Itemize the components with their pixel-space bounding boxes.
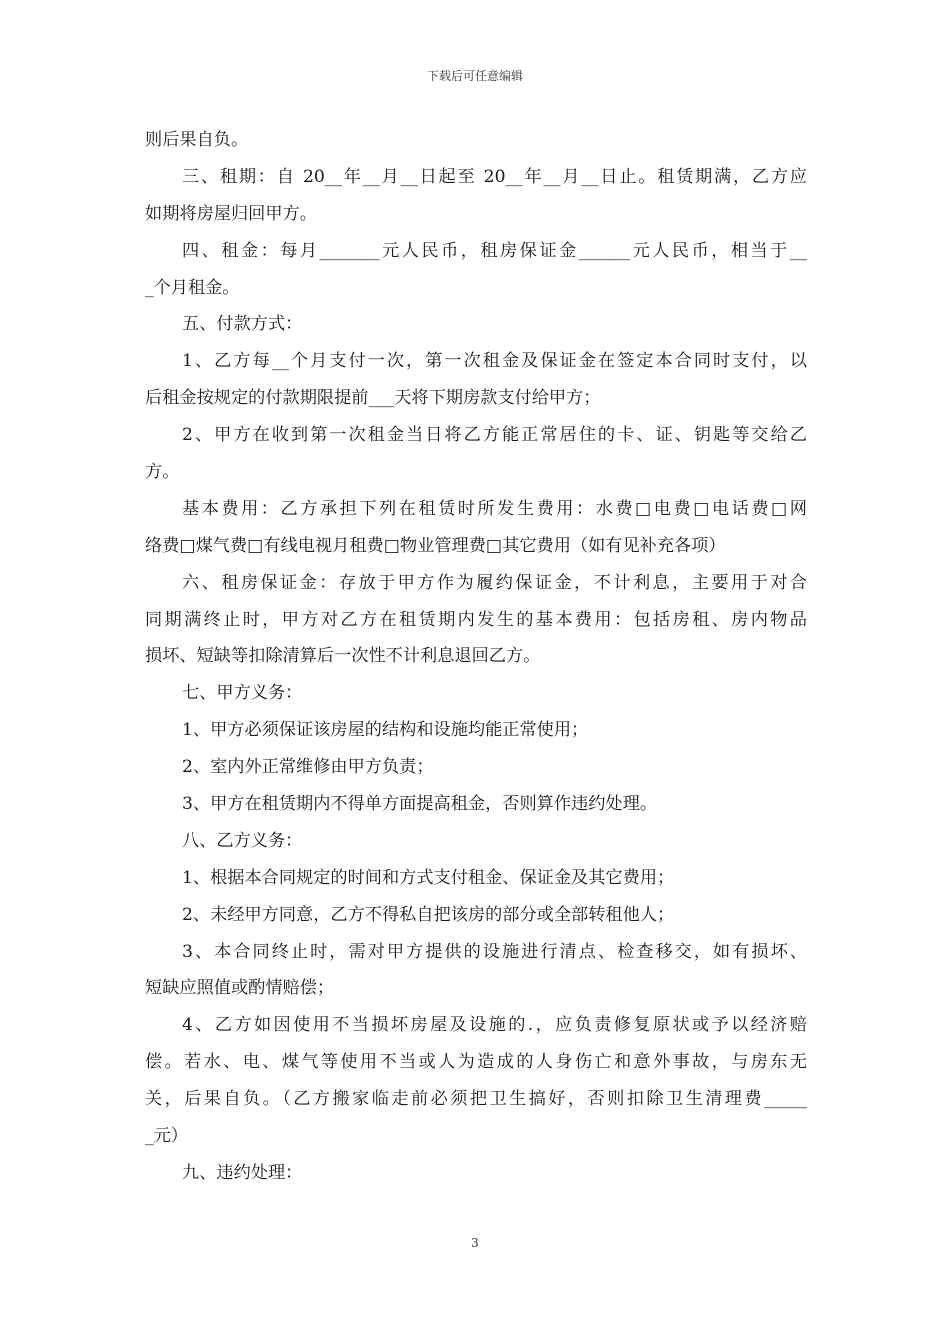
text-line: _个月租金。 <box>145 277 240 298</box>
text-line: 1、根据本合同规定的时间和方式支付租金、保证金及其它费用； <box>182 867 675 888</box>
text-line: 2、室内外正常维修由甲方负责； <box>182 757 434 778</box>
page-number: 3 <box>471 1236 479 1250</box>
text-line: 五、付款方式： <box>182 314 303 335</box>
document-body <box>145 122 807 1192</box>
text-line: 基本费用：乙方承担下列在租赁时所发生费用：水费□电费□电话费□网 <box>182 498 807 519</box>
text-line: 损坏、短缺等扣除清算后一次性不计利息退回乙方。 <box>145 646 541 667</box>
text-line: _元） <box>145 1126 188 1147</box>
text-line: 3、本合同终止时，需对甲方提供的设施进行清点、检查移交，如有损坏、 <box>182 941 807 962</box>
text-line: 七、甲方义务： <box>182 683 303 704</box>
page-header: 下载后可任意编辑 <box>426 69 523 83</box>
text-line: 偿。若水、电、煤气等使用不当或人为造成的人身伤亡和意外事故，与房东无 <box>145 1052 807 1073</box>
text-line: 九、违约处理： <box>182 1162 303 1183</box>
text-line: 2、未经甲方同意，乙方不得私自把该房的部分或全部转租他人； <box>182 904 675 925</box>
text-line: 方。 <box>145 462 180 483</box>
text-line: 3、甲方在租赁期内不得单方面提高租金，否则算作违约处理。 <box>182 794 658 815</box>
text-line: 则后果自负。 <box>145 130 249 150</box>
text-line: 后租金按规定的付款期限提前___天将下期房款支付给甲方； <box>145 388 601 409</box>
text-line: 1、乙方每__个月支付一次，第一次租金及保证金在签定本合同时支付，以 <box>182 351 807 372</box>
text-line: 络费□煤气费□有线电视月租费□物业管理费□其它费用（如有见补充各项） <box>145 535 726 556</box>
text-line: 四、租金：每月_______元人民币，租房保证金______元人民币，相当于__ <box>182 240 807 261</box>
text-line: 如期将房屋归回甲方。 <box>145 203 317 224</box>
text-line: 1、甲方必须保证该房屋的结构和设施均能正常使用； <box>182 720 589 741</box>
text-line: 4、乙方如因使用不当损坏房屋及设施的.，应负责修复原状或予以经济赔 <box>182 1015 807 1036</box>
text-line: 2、甲方在收到第一次租金当日将乙方能正常居住的卡、证、钥匙等交给乙 <box>182 425 807 446</box>
text-line: 三、租期：自 20__年__月__日起至 20__年__月__日止。租赁期满，乙方应 <box>182 166 807 187</box>
text-line: 六、租房保证金：存放于甲方作为履约保证金，不计利息，主要用于对合 <box>182 572 807 593</box>
text-line: 八、乙方义务： <box>182 830 303 851</box>
text-line: 同期满终止时，甲方对乙方在租赁期内发生的基本费用：包括房租、房内物品 <box>145 609 807 630</box>
text-line: 短缺应照值或酌情赔偿； <box>145 978 335 999</box>
text-line: 关，后果自负。（乙方搬家临走前必须把卫生搞好，否则扣除卫生清理费_____ <box>145 1089 807 1110</box>
